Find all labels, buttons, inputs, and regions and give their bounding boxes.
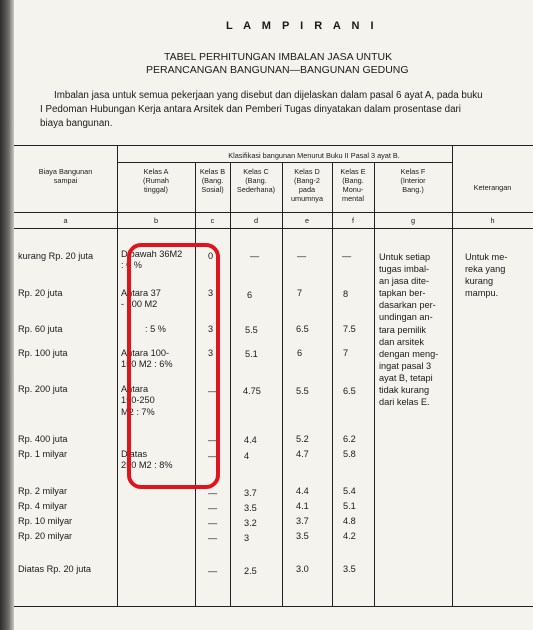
- kelas-f-note: Untuk setiap tugas imbal- an jasa dite- tapkan ber- dasarkan per- undingan an- tara pemilik dan arsitek dengan meng- ingat pasal 3 ayat B, tetapi tidak kurang dari kelas E.: [379, 252, 439, 408]
- row-kelas-d: 3.7: [296, 516, 309, 526]
- row-kelas-b: —: [208, 386, 218, 396]
- row-cost: Rp. 2 milyar: [18, 486, 68, 496]
- row-kelas-b: —: [208, 435, 218, 445]
- row-kelas-c: —: [250, 251, 260, 261]
- row-kelas-e: 4.2: [343, 531, 356, 541]
- keterangan-note: Untuk me- reka yang kurang mampu.: [465, 252, 508, 299]
- row-kelas-b: —: [208, 488, 218, 498]
- col-letter-h: h: [490, 216, 495, 225]
- document-page: [14, 0, 533, 630]
- kelas-a-entry: Antara 37 - 100 M2: [121, 288, 161, 310]
- row-kelas-b: —: [208, 518, 218, 528]
- header-kelas-d: Kelas D (Bang-2 pada umumnya: [290, 167, 324, 203]
- row-kelas-c: 4: [244, 451, 250, 461]
- kelas-a-entry: : 5 %: [145, 324, 166, 334]
- header-kelas-b: Kelas B (Bang. Sosial): [199, 167, 226, 194]
- row-cost: kurang Rp. 20 juta: [18, 251, 94, 261]
- row-kelas-e: 8: [343, 289, 349, 299]
- row-kelas-c: 3.5: [244, 503, 257, 513]
- intro-line-3: biaya bangunan.: [40, 118, 113, 129]
- table-rule-group: [117, 162, 452, 163]
- row-cost: Rp. 10 milyar: [18, 516, 73, 526]
- intro-line-2: I Pedoman Hubungan Kerja antara Arsitek dan Pemberi Tugas dinyatakan dalam prosentase dari: [40, 104, 461, 115]
- row-kelas-b: 3: [208, 348, 214, 358]
- row-kelas-b: 3: [208, 288, 214, 298]
- row-cost: Rp. 4 milyar: [18, 501, 68, 511]
- col-letter-e: e: [304, 216, 310, 225]
- row-kelas-e: 5.1: [343, 501, 356, 511]
- row-kelas-c: 3: [244, 533, 250, 543]
- kelas-a-entry: Antara 100- 150 M2 : 6%: [121, 348, 173, 370]
- row-kelas-c: 2.5: [244, 566, 257, 576]
- red-highlight-annotation: [127, 243, 220, 489]
- row-kelas-e: 6.5: [343, 386, 356, 396]
- col-divider-d: [282, 162, 283, 606]
- col-letter-f: f: [351, 216, 355, 225]
- row-kelas-d: 4.1: [296, 501, 309, 511]
- row-cost: Rp. 100 juta: [18, 348, 68, 358]
- row-kelas-e: 4.8: [343, 516, 356, 526]
- row-kelas-e: 3.5: [343, 564, 356, 574]
- col-divider-a: [117, 145, 118, 606]
- table-title-line-2: PERANCANGAN BANGUNAN—BANGUNAN GEDUNG: [146, 64, 409, 76]
- row-kelas-c: 5.5: [245, 325, 258, 335]
- row-cost: Rp. 60 juta: [18, 324, 63, 334]
- row-kelas-b: 0: [208, 251, 214, 261]
- header-keterangan: Keterangan: [473, 183, 512, 192]
- col-letter-b: b: [153, 216, 159, 225]
- row-kelas-d: 5.2: [296, 434, 309, 444]
- header-kelas-c: Kelas C (Bang. Sederhana): [236, 167, 276, 194]
- row-kelas-e: 5.8: [343, 449, 356, 459]
- row-cost: Rp. 20 juta: [18, 288, 63, 298]
- row-kelas-e: 7.5: [343, 324, 356, 334]
- col-letter-g: g: [410, 216, 416, 225]
- row-kelas-d: 3.5: [296, 531, 309, 541]
- kelas-a-entry: Diatas 250 M2 : 8%: [121, 449, 173, 471]
- row-kelas-d: 6.5: [296, 324, 309, 334]
- row-kelas-c: 4.4: [244, 435, 257, 445]
- appendix-heading: L A M P I R A N I: [226, 20, 378, 32]
- row-kelas-d: 4.4: [296, 486, 309, 496]
- row-kelas-c: 4.75: [243, 386, 261, 396]
- col-letter-c: c: [210, 216, 215, 225]
- row-kelas-d: 4.7: [296, 449, 309, 459]
- header-biaya-bangunan: Biaya Bangunan sampai: [38, 167, 93, 185]
- table-rule-top: [14, 145, 533, 146]
- table-rule-header: [14, 212, 533, 213]
- row-cost: Rp. 20 milyar: [18, 531, 73, 541]
- row-cost: Rp. 200 juta: [18, 384, 68, 394]
- row-kelas-d: 5.5: [296, 386, 309, 396]
- table-title-line-1: TABEL PERHITUNGAN IMBALAN JASA UNTUK: [164, 51, 393, 63]
- col-divider-f: [374, 162, 375, 606]
- row-kelas-b: 3: [208, 324, 214, 334]
- intro-line-1: Imbalan jasa untuk semua pekerjaan yang disebut dan dijelaskan dalam pasal 6 ayat A, pada buku: [54, 90, 483, 101]
- col-letter-d: d: [253, 216, 259, 225]
- row-kelas-e: 7: [343, 348, 349, 358]
- row-cost: Rp. 1 milyar: [18, 449, 68, 459]
- table-rule-letters: [14, 228, 533, 229]
- table-rule-bottom: [14, 606, 533, 607]
- row-kelas-c: 6: [247, 290, 253, 300]
- row-kelas-e: 5.4: [343, 486, 356, 496]
- group-header: Klasifikasi bangunan Menurut Buku II Pasal 3 ayat B.: [228, 151, 400, 160]
- row-kelas-b: —: [208, 503, 218, 513]
- book-spine-shadow: [0, 0, 14, 630]
- row-cost: Diatas Rp. 20 juta: [18, 564, 92, 574]
- header-kelas-e: Kelas E (Bang. Monu- mental: [340, 167, 366, 203]
- row-kelas-d: 3.0: [296, 564, 309, 574]
- row-kelas-e: 6.2: [343, 434, 356, 444]
- col-divider-g: [452, 145, 453, 606]
- col-divider-c: [230, 162, 231, 606]
- header-kelas-f: Kelas F (Interior Bang.): [400, 167, 426, 194]
- row-kelas-d: 6: [297, 348, 303, 358]
- col-letter-a: a: [63, 216, 68, 225]
- row-kelas-b: —: [208, 451, 218, 461]
- row-cost: Rp. 400 juta: [18, 434, 68, 444]
- kelas-a-entry: Dibawah 36M2 : 0 %: [121, 249, 183, 271]
- row-kelas-d: 7: [297, 288, 303, 298]
- col-divider-e: [332, 162, 333, 606]
- row-kelas-b: —: [208, 566, 218, 576]
- row-kelas-c: 3.2: [244, 518, 257, 528]
- row-kelas-d: —: [297, 251, 307, 261]
- row-kelas-c: 3.7: [244, 488, 257, 498]
- row-kelas-e: —: [342, 251, 352, 261]
- row-kelas-c: 5.1: [245, 349, 258, 359]
- row-kelas-b: —: [208, 533, 218, 543]
- kelas-a-entry: Antara 150-250 M2 : 7%: [121, 384, 155, 417]
- header-kelas-a: Kelas A (Rumah tinggal): [143, 167, 169, 194]
